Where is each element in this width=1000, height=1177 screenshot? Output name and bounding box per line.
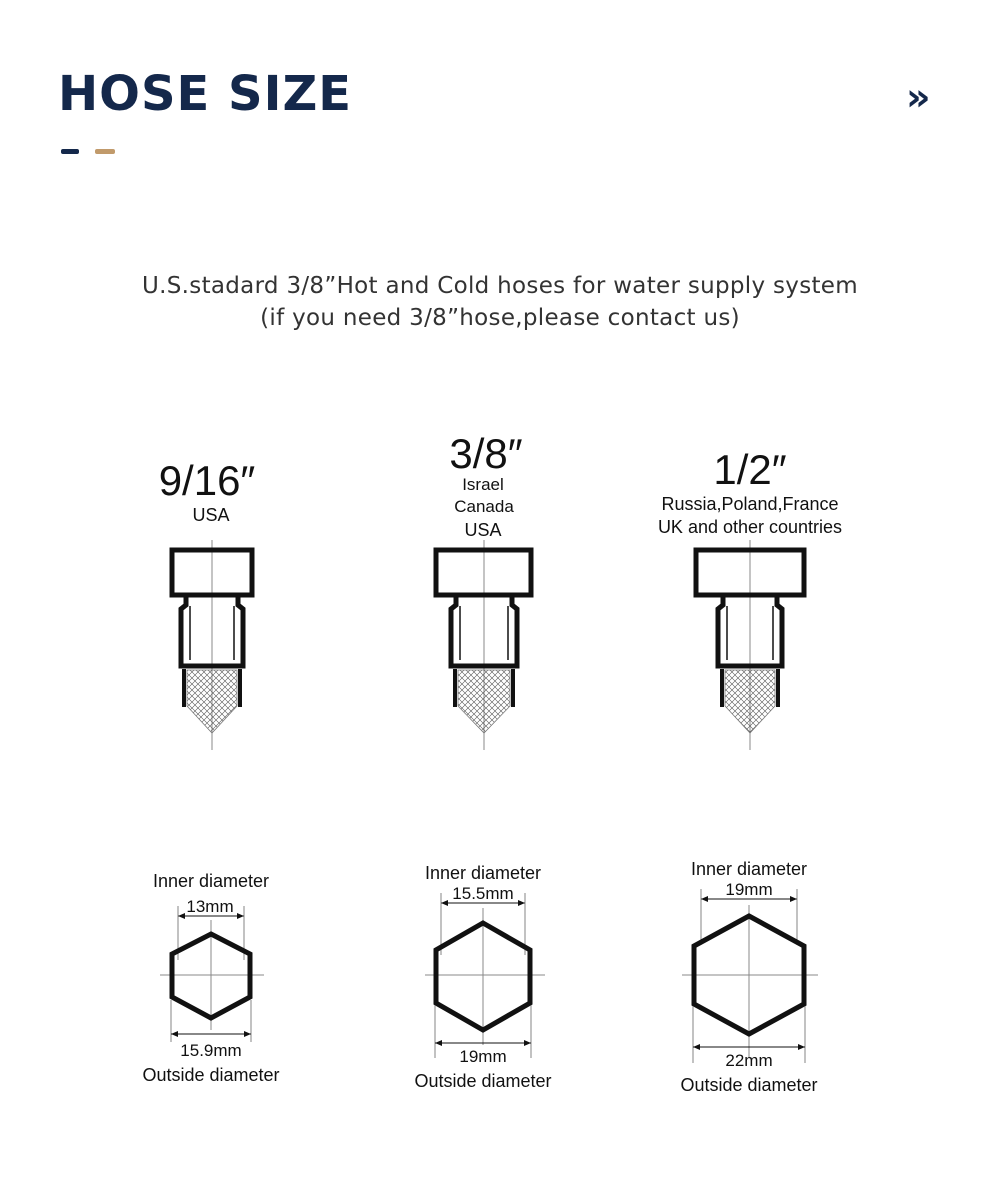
outside-diameter-value: 19mm <box>459 1047 507 1066</box>
fitting-size-label: 9/16″ <box>158 457 256 504</box>
fitting-9-16 <box>159 457 256 750</box>
outside-diameter-label: Outside diameter <box>142 1065 280 1085</box>
outside-diameter-value: 15.9mm <box>180 1041 242 1060</box>
outside-diameter-value: 22mm <box>725 1051 773 1070</box>
fitting-region-label: Russia,Poland,France <box>661 494 839 514</box>
hex-13mm <box>142 871 279 1085</box>
outside-diameter-label: Outside diameter <box>414 1071 552 1091</box>
double-chevron-right-icon[interactable]: » <box>906 75 931 119</box>
page-title: HOSE SIZE <box>58 66 353 122</box>
hex-15-5mm <box>414 863 551 1091</box>
fitting-3-8 <box>436 430 531 750</box>
fitting-region-label: Israel <box>462 475 504 494</box>
inner-diameter-value: 15.5mm <box>452 884 514 903</box>
subtitle-line-2: (if you need 3/8”hose,please contact us) <box>260 305 740 331</box>
fitting-size-label: 1/2″ <box>713 446 787 493</box>
inner-diameter-value: 13mm <box>186 897 234 916</box>
fitting-region-label: Canada <box>454 497 514 516</box>
inner-diameter-value: 19mm <box>725 880 773 899</box>
hex-19mm <box>680 859 818 1095</box>
fitting-1-2 <box>658 446 842 750</box>
inner-diameter-label: Inner diameter <box>152 871 270 891</box>
outside-diameter-label: Outside diameter <box>680 1075 818 1095</box>
subtitle-line-1: U.S.stadard 3/8”Hot and Cold hoses for water supply system <box>142 273 858 299</box>
inner-diameter-label: Inner diameter <box>690 859 808 879</box>
fitting-size-label: 3/8″ <box>449 430 523 477</box>
fitting-region-label: USA <box>192 505 230 525</box>
fitting-region-label: USA <box>464 520 502 540</box>
inner-diameter-label: Inner diameter <box>424 863 542 883</box>
fitting-region-label: UK and other countries <box>657 517 843 537</box>
